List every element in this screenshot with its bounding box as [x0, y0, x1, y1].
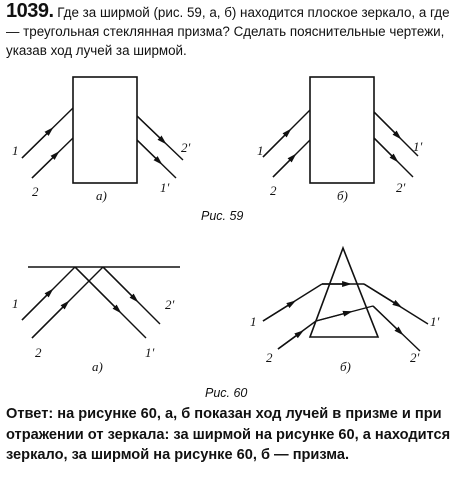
fig59-b-label-2: 2: [270, 183, 277, 198]
fig59-a-label-2: 2: [32, 184, 39, 199]
fig60-b: [250, 248, 440, 374]
fig59-b-sublabel: б): [337, 188, 348, 203]
fig60-a-label-1: 1: [12, 296, 19, 311]
fig60-a-label-1p: 1′: [145, 345, 155, 360]
fig59-a-label-1: 1: [12, 143, 19, 158]
problem-number: 1039.: [6, 0, 54, 22]
answer-text: на рисунке 60, а, б показан ход лучей в призме и при отражении от зеркала: за ширмой на рисунке 60, а находится зеркало, за ширмой на рисунке 60, б — призма.: [6, 406, 451, 463]
fig59-a-label-2p: 2′: [181, 140, 191, 155]
problem-text: Где за ширмой (рис. 59, а, б) находится плоское зеркало, а где — треугольная стеклянная призма? Сделать пояснительные чертежи, указав ход лучей за ширмой.: [6, 5, 450, 58]
fig59-a-sublabel: а): [96, 188, 107, 203]
answer-label: Ответ:: [6, 406, 54, 422]
fig60-a-sublabel: а): [92, 359, 103, 374]
fig60-b-label-1: 1: [250, 314, 257, 329]
fig59-b: [257, 77, 423, 203]
fig59-caption: Рис. 59: [201, 209, 244, 223]
fig60-a: [12, 267, 180, 374]
fig60-caption: Рис. 60: [205, 386, 248, 400]
fig60-b-label-1p: 1′: [430, 314, 440, 329]
fig60-b-label-2p: 2′: [410, 350, 420, 365]
fig59-a-screen: [73, 77, 137, 183]
fig59-a-label-1p: 1′: [160, 180, 170, 195]
answer-block: [6, 404, 451, 466]
fig60-b-label-2: 2: [266, 350, 273, 365]
fig59-a: [12, 77, 191, 203]
fig59-b-label-1: 1: [257, 143, 264, 158]
fig60-b-sublabel: б): [340, 359, 351, 374]
fig60-a-label-2p: 2′: [165, 297, 175, 312]
fig60-a-label-2: 2: [35, 345, 42, 360]
fig59-b-label-2p: 2′: [396, 180, 406, 195]
fig59-b-screen: [310, 77, 374, 183]
fig59-b-label-1p: 1′: [413, 139, 423, 154]
fig60-b-prism: [310, 248, 378, 337]
